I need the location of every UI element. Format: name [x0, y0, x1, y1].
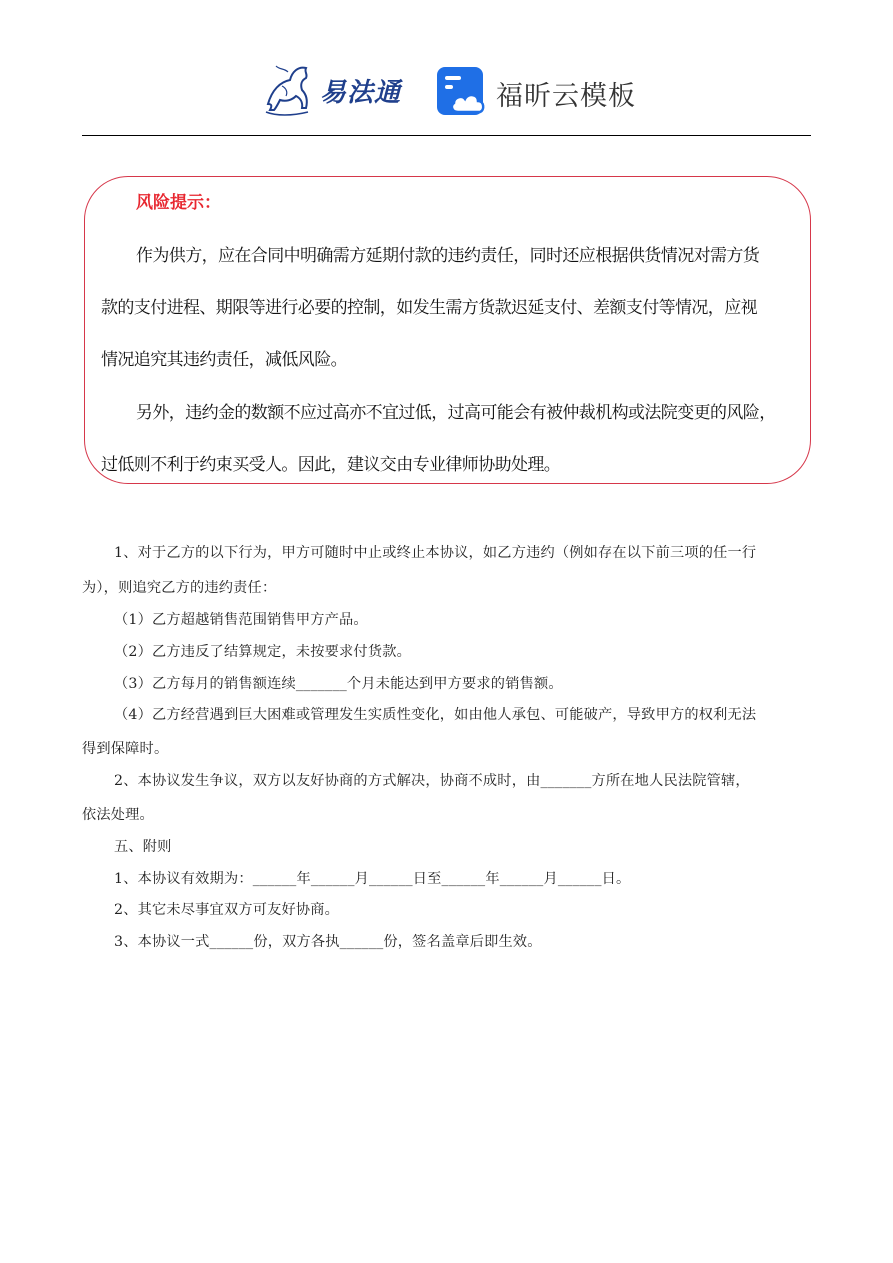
clause-line: （4）乙方经营遇到巨大困难或管理发生实质性变化，如由他人承包、可能破产，导致甲方的权利无法 — [114, 707, 757, 723]
clause-line: 1、本协议有效期为：______年______月______日至______年______月______日。 — [114, 871, 631, 887]
risk-notice-line: 另外，违约金的数额不应过高亦不宜过低，过高可能会有被仲裁机构或法院变更的风险， — [136, 403, 776, 423]
header-divider — [82, 135, 811, 136]
risk-notice-box — [84, 176, 811, 484]
cloud-document-icon — [436, 66, 488, 118]
clause-line: 依法处理。 — [82, 807, 154, 823]
yifatong-logo — [262, 60, 412, 118]
clause-line: （1）乙方超越销售范围销售甲方产品。 — [114, 612, 368, 628]
clause-line: 2、其它未尽事宜双方可友好协商。 — [114, 902, 340, 918]
horse-emblem-icon — [262, 60, 322, 118]
risk-notice-line: 作为供方，应在合同中明确需方延期付款的违约责任，同时还应根据供货情况对需方货 — [136, 246, 760, 266]
clause-line: 得到保障时。 — [82, 741, 169, 757]
risk-notice-line: 款的支付进程、期限等进行必要的控制，如发生需方货款迟延支付、差额支付等情况，应视 — [101, 298, 757, 318]
risk-notice-title: 风险提示： — [136, 193, 221, 213]
clause-line: （2）乙方违反了结算规定，未按要求付货款。 — [114, 644, 411, 660]
clause-line: 2、本协议发生争议，双方以友好协商的方式解决，协商不成时，由_______方所在地人民法院管辖， — [114, 773, 750, 789]
foxit-logo-text: 福昕云模板 — [496, 81, 636, 112]
risk-notice-line: 情况追究其违约责任，减低风险。 — [101, 350, 347, 370]
foxit-cloud-template-logo — [436, 66, 636, 118]
clause-line: 为），则追究乙方的违约责任： — [82, 580, 277, 596]
section-heading: 五、附则 — [114, 839, 172, 855]
clause-line: 1、对于乙方的以下行为，甲方可随时中止或终止本协议，如乙方违约（例如存在以下前三项的任一行 — [114, 545, 757, 561]
clause-line: （3）乙方每月的销售额连续_______个月未能达到甲方要求的销售额。 — [114, 676, 563, 692]
yifatong-logo-text: 易法通 — [320, 78, 402, 108]
risk-notice-line: 过低则不利于约束买受人。因此，建议交由专业律师协助处理。 — [101, 455, 561, 475]
clause-line: 3、本协议一式______份，双方各执______份，签名盖章后即生效。 — [114, 934, 542, 950]
